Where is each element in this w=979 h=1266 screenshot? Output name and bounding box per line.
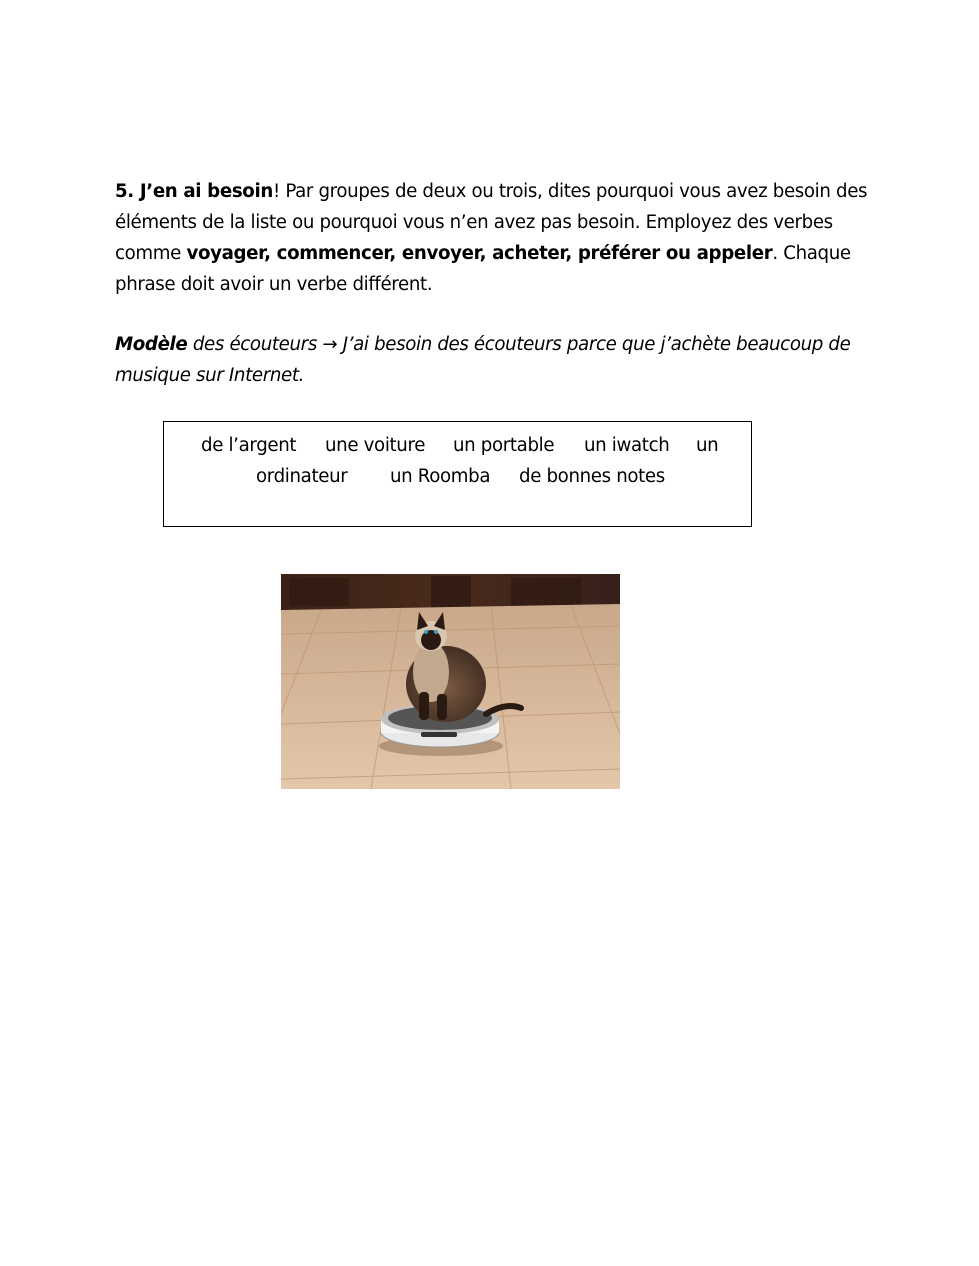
word-bank-item: un iwatch: [584, 435, 670, 456]
exercise-instructions-1: Par groupes de deux ou trois, dites pourquoi vous avez besoin des éléments de la liste ou pourquoi vous n’en avez pas besoin. Employez des verbes comme: [115, 181, 868, 264]
word-bank-item: un Roomba: [390, 466, 491, 487]
model-label: Modèle: [115, 334, 188, 355]
word-bank-item: une voiture: [325, 435, 426, 456]
model-paragraph: [115, 329, 875, 391]
word-bank-item: un: [696, 435, 719, 456]
word-bank-item: un portable: [453, 435, 555, 456]
exercise-instructions-2: . Chaque phrase doit avoir un verbe différent.: [115, 243, 851, 295]
model-text: des écouteurs → J’ai besoin des écouteurs parce que j’achète beaucoup de musique sur Internet.: [115, 334, 851, 386]
exercise-verbs: voyager, commencer, envoyer, acheter, préférer ou appeler: [186, 243, 773, 264]
word-bank-item: de bonnes notes: [519, 466, 665, 487]
exercise-exclamation: !: [272, 181, 280, 202]
exercise-paragraph: [115, 176, 875, 300]
cat-on-robot-vacuum-photo: [281, 574, 620, 789]
photo-illustration: [281, 574, 620, 789]
word-bank-item: de l’argent: [201, 435, 297, 456]
word-bank-item: ordinateur: [256, 466, 348, 487]
exercise-title: 5. J’en ai besoin: [115, 181, 273, 202]
word-bank-box: [163, 421, 752, 527]
